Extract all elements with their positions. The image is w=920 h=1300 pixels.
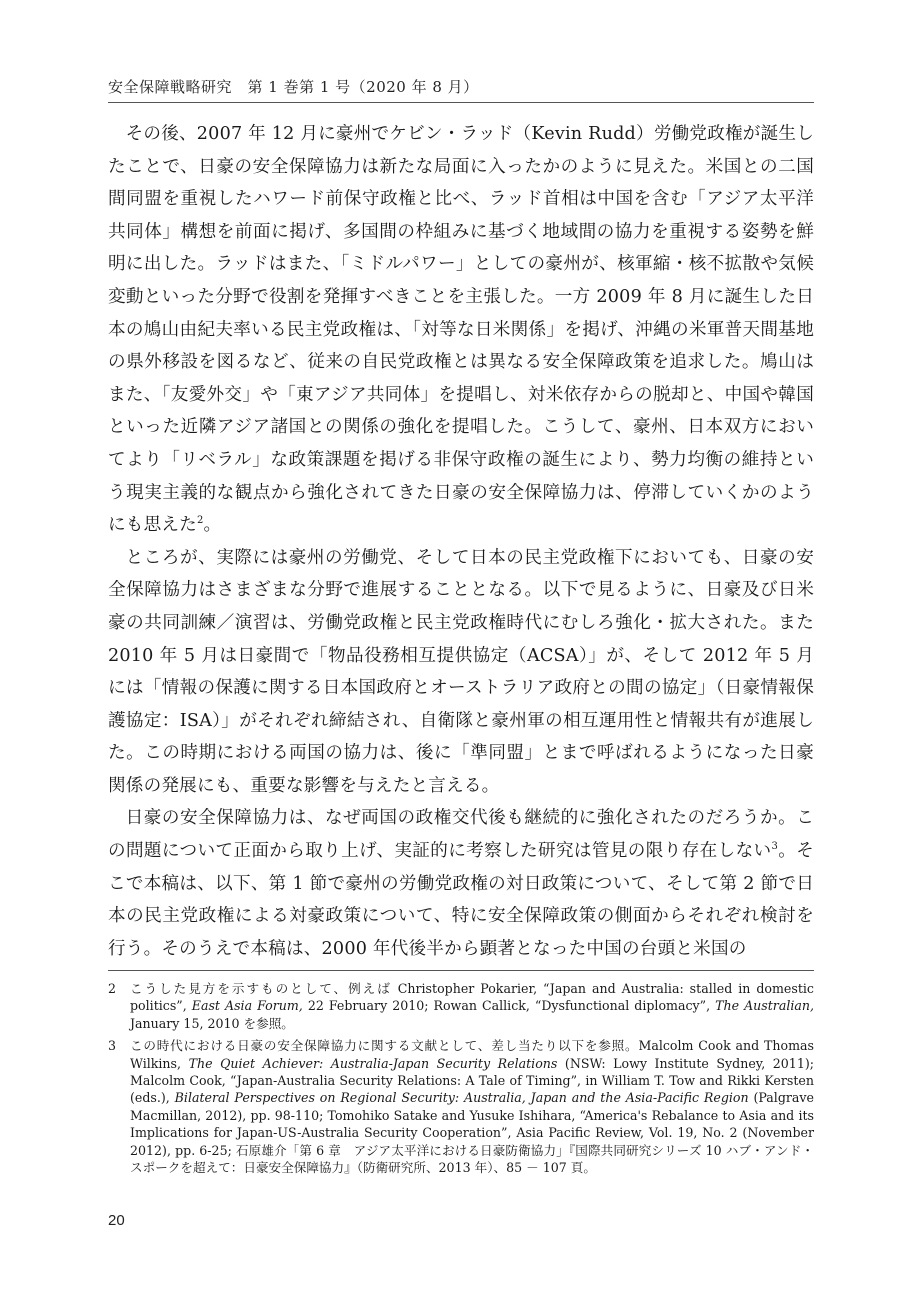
footnote-text-part: (Palgrave Macmillan, 2012), pp. 98-110; Tomohiko Satake and Yusuke Ishihara, “America's Rebalance to Asia and its Implications for Japan-US-Australia Security Cooperation”, Asia Pacific Review, Vol. 19, No. 2 (November 2012), pp. 6-25; 石原雄介「第 6 章 アジア太平洋における日豪防衛協力」『国際共同研究シリーズ 10 ハブ・アンド・スポークを超えて：日豪安全保障協力』（防衛研究所、2013 年）、85 － 107 頁。 bbox=[130, 1090, 814, 1176]
footnote-text bbox=[130, 1037, 814, 1176]
footnote-title-italic: The Quiet Achiever: Australia-Japan Security Relations bbox=[188, 1055, 558, 1071]
footnote-ref-2[interactable]: 2 bbox=[196, 515, 204, 527]
header-rule bbox=[108, 102, 814, 103]
paragraph-3-text: 日豪の安全保障協力は、なぜ両国の政権交代後も継続的に強化されたのだろうか。この問題について正面から取り上げ、実証的に考察した研究は管見の限り存在しない bbox=[108, 808, 814, 862]
footnote-title-italic: Bilateral Perspectives on Regional Security: Australia, Japan and the Asia-Pacific Region bbox=[174, 1090, 749, 1106]
footnote-3 bbox=[108, 1037, 814, 1176]
footnote-text-part: 22 February 2010; Rowan Callick, “Dysfunctional diplomacy”, bbox=[302, 998, 716, 1014]
footnote-title-italic: The Australian, bbox=[715, 998, 815, 1014]
paragraph-3-end: 。 bbox=[778, 841, 797, 862]
footnotes bbox=[108, 980, 814, 1181]
footnote-title-italic: East Asia Forum, bbox=[191, 998, 303, 1014]
footnote-2 bbox=[108, 980, 814, 1032]
footnote-text bbox=[130, 980, 814, 1032]
footnote-text-part: こうした見方を示すものとして、例えば Christopher Pokarier, “Japan and Australia: stalled in domestic politics”, bbox=[130, 981, 814, 1014]
footnote-number: 2 bbox=[108, 981, 117, 996]
paragraph-2: ところが、実際には豪州の労働党、そして日本の民主党政権下においても、日豪の安全保障協力はさまざまな分野で進展することとなる。以下で見るように、日豪及び日米豪の共同訓練／演習は、労働党政権と民主党政権時代にむしろ強化・拡大された。また 2010 年 5 月は日豪間で「物品役務相互提供協定（ACSA）」が、そして 2012 年 5 月には「情報の保護に関する日本国政府とオーストラリア政府との間の協定」（日豪情報保護協定：ISA）」がそれぞれ締結され、自衛隊と豪州軍の相互運用性と情報共有が進展した。この時期における両国の協力は、後に「準同盟」とまで呼ばれるようになった日豪関係の発展にも、重要な影響を与えたと言える。 bbox=[108, 547, 814, 796]
footnote-rule bbox=[108, 970, 814, 971]
footnote-text-part: (NSW: Lowy Institute Sydney, 2011); Malcolm Cook, “Japan-Australia Security Relations: A Tale of Timing”, in William T. Tow and Rikki Kersten (eds.), bbox=[130, 1055, 814, 1106]
footnote-text-part: この時代における日豪の安全保障協力に関する文献として、差し当たり以下を参照。Malcolm Cook and Thomas Wilkins, bbox=[130, 1038, 814, 1071]
running-header: 安全保障戦略研究 第 1 巻第 1 号（2020 年 8 月） bbox=[108, 78, 479, 96]
paragraph-1-text: その後、2007 年 12 月に豪州でケビン・ラッド（Kevin Rudd）労働党政権が誕生したことで、日豪の安全保障協力は新たな局面に入ったかのように見えた。米国との二国間同盟を重視したハワード前保守政権と比べ、ラッド首相は中国を含む「アジア太平洋共同体」構想を前面に掲げ、多国間の枠組みに基づく地域間の協力を重視する姿勢を鮮明に出した。ラッドはまた、「ミドルパワー」としての豪州が、核軍縮・核不拡散や気候変動といった分野で役割を発揮すべきことを主張した。一方 2009 年 8 月に誕生した日本の鳩山由紀夫率いる民主党政権は、「対等な日米関係」を掲げ、沖縄の米軍普天間基地の県外移設を図るなど、従来の自民党政権とは異なる安全保障政策を追求した。鳩山はまた、「友愛外交」や「東アジア共同体」を提唱し、対米依存からの脱却と、中国や韓国といった近隣アジア諸国との関係の強化を提唱した。こうして、豪州、日本双方においてより「リベラル」な政策課題を掲げる非保守政権の誕生により、勢力均衡の維持という現実主義的な観点から強化されてきた日豪の安全保障協力は、停滞していくかのようにも思えた bbox=[108, 124, 814, 536]
footnote-text-part: January 15, 2010 を参照。 bbox=[130, 1015, 294, 1031]
paragraph-3 bbox=[108, 802, 814, 965]
page-number: 20 bbox=[108, 1212, 125, 1229]
main-text bbox=[108, 118, 814, 965]
paragraph-1-end: 。 bbox=[203, 515, 222, 536]
footnote-ref-3[interactable]: 3 bbox=[771, 841, 779, 853]
paragraph-1 bbox=[108, 118, 814, 542]
paragraph-4-text: そこで本稿は、以下、第 1 節で豪州の労働党政権の対日政策について、そして第 2 節で日本の民主党政権による対豪政策について、特に安全保障政策の側面からそれぞれ検討を行う。そのうえで本稿は、2000 年代後半から顕著となった中国の台頭と米国の bbox=[108, 841, 814, 959]
footnote-number: 3 bbox=[108, 1038, 117, 1054]
